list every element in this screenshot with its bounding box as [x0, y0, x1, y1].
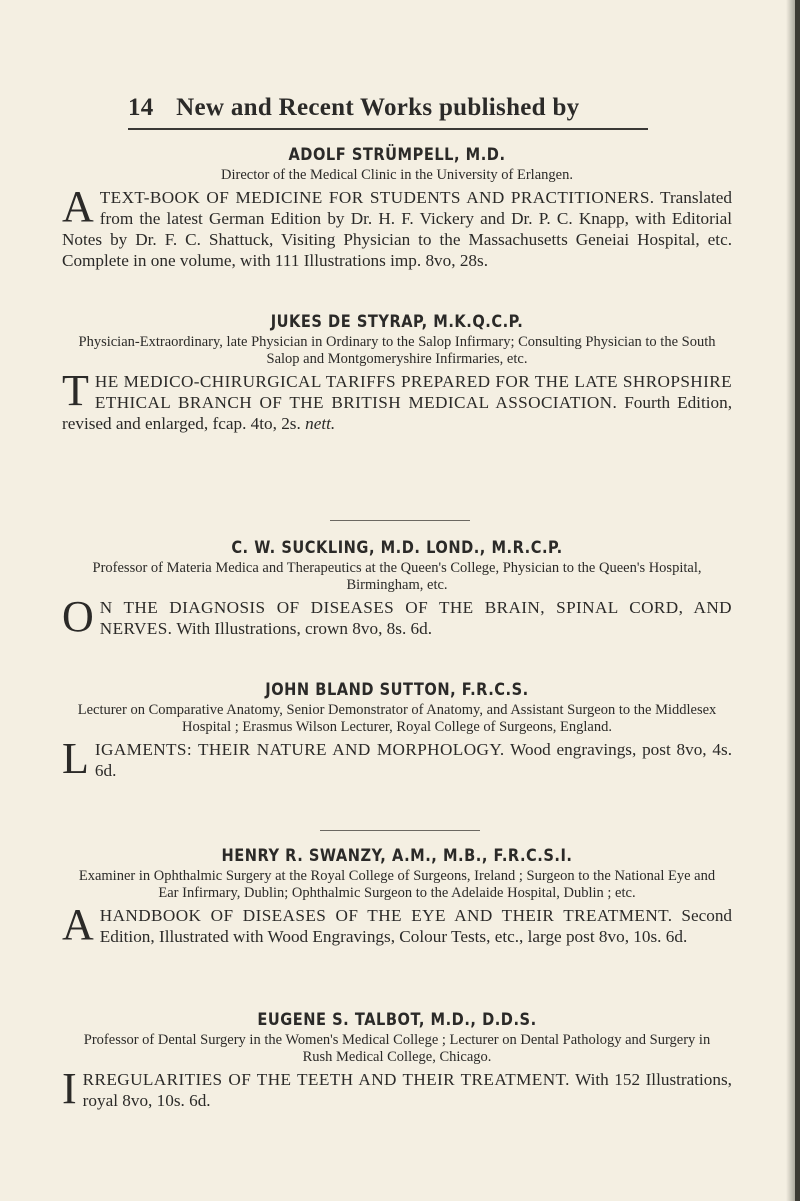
- book-description: [62, 182, 732, 271]
- author-name: HENRY R. SWANZY, A.M., M.B., F.R.C.S.I.: [221, 846, 573, 866]
- author-affiliation: Director of the Medical Clinic in the University of Erlangen.: [221, 167, 573, 183]
- section-divider: [320, 830, 480, 831]
- book-details: With Illustrations, crown 8vo, 8s. 6d.: [176, 619, 433, 638]
- running-title: New and Recent Works published by: [176, 94, 580, 121]
- author-name: JUKES DE STYRAP, M.K.Q.C.P.: [270, 312, 524, 332]
- author-affiliation: Examiner in Ophthalmic Surgery at the Royal College of Surgeons, Ireland ; Surgeon to the National Eye and Ear Infirmary, Dublin; Ophthalmic Surgeon to the Adelaide Hospital, Dublin ; etc.: [78, 868, 716, 901]
- section-divider: [330, 520, 470, 521]
- drop-cap: T: [62, 366, 89, 415]
- drop-cap: L: [62, 734, 89, 783]
- entry-swanzy: [62, 846, 732, 947]
- entry-suckling: [62, 538, 732, 639]
- book-description: [62, 592, 732, 641]
- book-description: [62, 1064, 732, 1113]
- author-name: ADOLF STRÜMPELL, M.D.: [288, 145, 506, 165]
- page-number: 14: [128, 94, 154, 121]
- price-note: nett.: [305, 414, 336, 433]
- book-title: RREGULARITIES OF THE TEETH AND THEIR TREATMENT.: [82, 1070, 570, 1089]
- entry-bland-sutton: [62, 680, 732, 781]
- entry-talbot: [62, 1010, 732, 1111]
- author-name: C. W. SUCKLING, M.D. LOND., M.R.C.P.: [231, 538, 563, 558]
- drop-cap: I: [62, 1064, 77, 1113]
- book-details: Translated from the latest German Edition by Dr. H. F. Vickery and Dr. P. C. Knapp, with Editorial Notes by Dr. F. C. Shattuck, Visiting Physician to the Massachusetts Geneiai Hospital, etc. Complete in one volume, with 111 Illustrations imp. 8vo, 28s.: [62, 188, 732, 270]
- book-title: IGAMENTS: THEIR NATURE AND MORPHOLOGY.: [94, 740, 505, 759]
- running-head: [128, 94, 658, 122]
- book-details: Wood engravings, post 8vo, 4s. 6d.: [94, 740, 732, 780]
- book-description: [62, 366, 732, 434]
- header-rule: [128, 128, 648, 130]
- drop-cap: A: [62, 900, 94, 949]
- author-name: EUGENE S. TALBOT, M.D., D.D.S.: [257, 1010, 537, 1030]
- book-description: [62, 900, 733, 949]
- drop-cap: O: [62, 592, 94, 641]
- author-affiliation: Professor of Dental Surgery in the Women's Medical College ; Lecturer on Dental Pathology and Surgery in Rush Medical College, Chicago.: [83, 1032, 711, 1065]
- entry-de-styrap: [62, 312, 732, 434]
- author-affiliation: Lecturer on Comparative Anatomy, Senior Demonstrator of Anatomy, and Assistant Surgeon to the Middlesex Hospital ; Erasmus Wilson Lecturer, Royal College of Surgeons, England.: [77, 702, 717, 735]
- book-description: [62, 734, 732, 783]
- drop-cap: A: [62, 182, 94, 231]
- book-title: HE MEDICO-CHIRURGICAL TARIFFS PREPARED FOR THE LATE SHROPSHIRE ETHICAL BRANCH OF THE BRITISH MEDICAL ASSOCIATION.: [94, 372, 732, 412]
- book-title: HANDBOOK OF DISEASES OF THE EYE AND THEIR TREATMENT.: [99, 906, 673, 925]
- book-details: Fourth Edition, revised and enlarged, fcap. 4to, 2s.: [62, 393, 732, 433]
- author-affiliation: Professor of Materia Medica and Therapeutics at the Queen's College, Physician to the Queen's Hospital, Birmingham, etc.: [92, 560, 702, 593]
- author-name: JOHN BLAND SUTTON, F.R.C.S.: [265, 680, 529, 700]
- book-title: N THE DIAGNOSIS OF DISEASES OF THE BRAIN, SPINAL CORD, AND NERVES.: [99, 598, 732, 638]
- book-details: With 152 Illustrations, royal 8vo, 10s. 6d.: [82, 1070, 732, 1110]
- author-affiliation: Physician-Extraordinary, late Physician in Ordinary to the Salop Infirmary; Consulting Physician to the South Salop and Montgomeryshire Infirmaries, etc.: [78, 334, 716, 367]
- page-edge: [795, 0, 800, 1201]
- book-title: TEXT-BOOK OF MEDICINE FOR STUDENTS AND PRACTITIONERS.: [99, 188, 655, 207]
- book-details: Second Edition, Illustrated with Wood Engravings, Colour Tests, etc., large post 8vo, 10s. 6d.: [99, 906, 733, 946]
- entry-strumpell: [62, 145, 732, 271]
